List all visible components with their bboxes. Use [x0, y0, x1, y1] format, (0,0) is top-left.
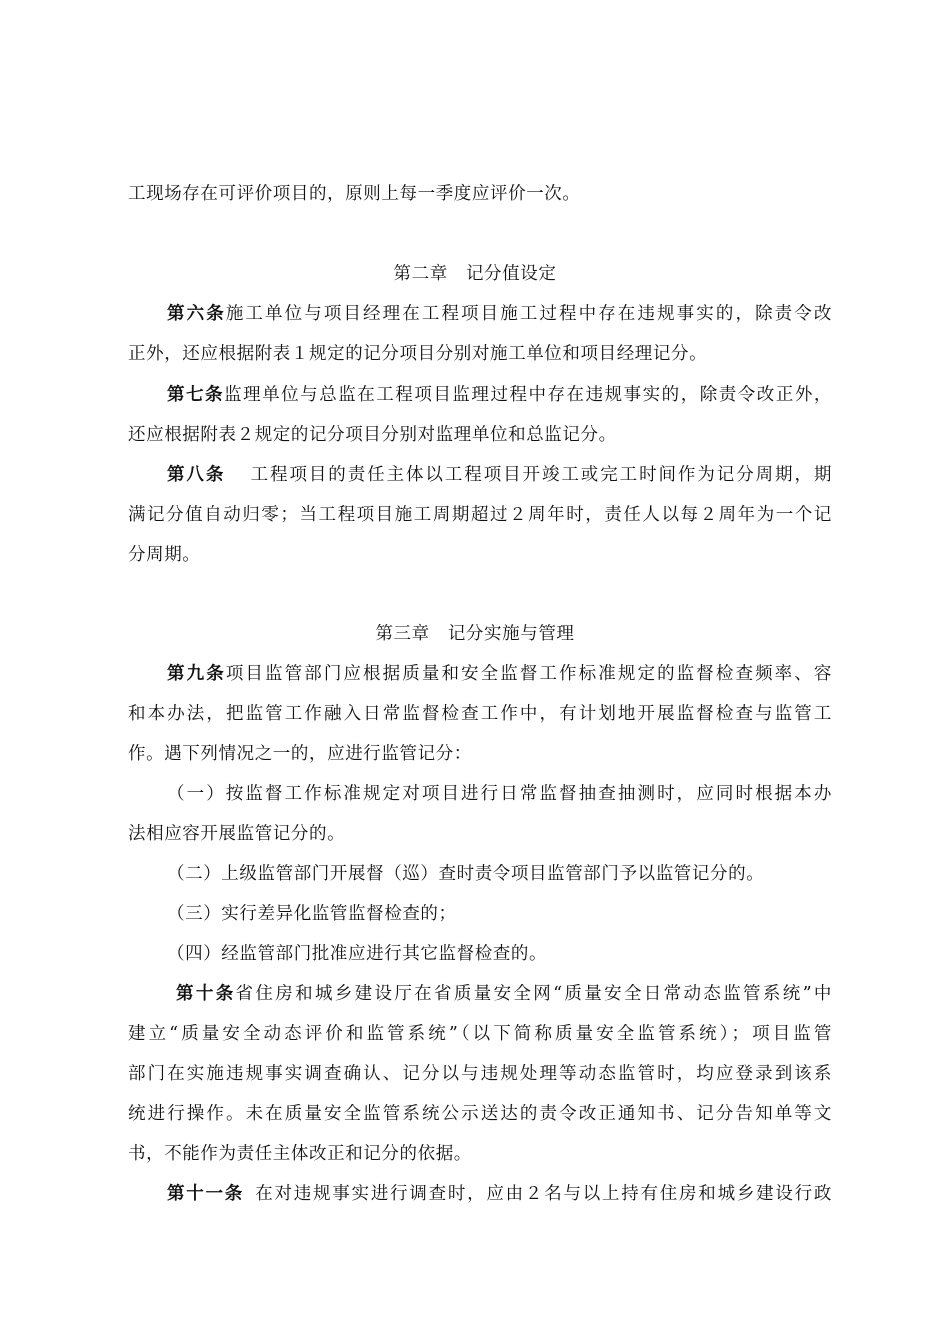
article-text: 工程项目的责任主体以工程项目开竣工或完工时间作为记分周期，期 — [249, 465, 832, 485]
article-line — [167, 383, 832, 407]
article-line — [167, 302, 832, 326]
text-line: 工现场存在可评价项目的，原则上每一季度应评价一次。 — [128, 184, 581, 204]
article-line — [167, 463, 832, 487]
text-line: 满记分值自动归零；当工程项目施工周期超过２周年时，责任人以每２周年为一个记 — [128, 505, 832, 525]
article-line — [176, 982, 832, 1006]
text-line: 正外，还应根据附表１规定的记分项目分别对施工单位和项目经理记分。 — [128, 344, 708, 364]
text-line: 统进行操作。未在质量安全监管系统公示送达的责令改正通知书、记分告知单等文 — [128, 1104, 832, 1124]
text-line: 作。遇下列情况之一的，应进行监管记分： — [128, 744, 472, 764]
article-text: 省住房和城乡建设厅在省质量安全网“质量安全日常动态监管系统”中 — [235, 984, 832, 1004]
article-number: 第七条 — [167, 385, 225, 405]
article-number: 第六条 — [167, 304, 226, 324]
article-number: 第十条 — [176, 984, 236, 1004]
text-line: 建立“质量安全动态评价和监管系统”（以下简称质量安全监管系统）；项目监管 — [128, 1024, 832, 1044]
chapter-heading: 第二章 记分值设定 — [393, 264, 557, 284]
chapter-heading: 第三章 记分实施与管理 — [375, 624, 575, 644]
text-line: 还应根据附表２规定的记分项目分别对监理单位和总监记分。 — [128, 425, 617, 445]
article-text: 监理单位与总监在工程项目监理过程中存在违规事实的，除责令改正外， — [224, 385, 832, 405]
text-line: 部门在实施违规事实调查确认、记分以与违规处理等动态监管时，均应登录到该系 — [128, 1064, 832, 1084]
text-line: 法相应容开展监管记分的。 — [128, 824, 346, 844]
article-text: 施工单位与项目经理在工程项目施工过程中存在违规事实的，除责令改 — [225, 304, 832, 324]
list-item: （四）经监管部门批准应进行其它监督检查的。 — [167, 944, 548, 964]
article-number: 第九条 — [167, 664, 226, 684]
article-line — [167, 662, 832, 686]
text-line: 分周期。 — [128, 545, 201, 565]
article-text: 项目监管部门应根据质量和安全监督工作标准规定的监督检查频率、容 — [225, 664, 832, 684]
article-line — [167, 1182, 832, 1206]
list-item: （一）按监督工作标准规定对项目进行日常监督抽查抽测时，应同时根据本办 — [167, 784, 832, 804]
article-number: 第八条 — [167, 465, 226, 485]
list-item: （二）上级监管部门开展督（巡）查时责令项目监管部门予以监管记分的。 — [167, 864, 765, 884]
article-number: 第十一条 — [167, 1184, 245, 1204]
text-line: 书，不能作为责任主体改正和记分的依据。 — [128, 1144, 472, 1164]
list-item: （三）实行差异化监管监督检查的； — [167, 904, 457, 924]
article-text: 在对违规事实进行调查时，应由２名与以上持有住房和城乡建设行政 — [254, 1184, 832, 1204]
text-line: 和本办法，把监管工作融入日常监督检查工作中，有计划地开展监督检查与监管工 — [128, 704, 832, 724]
